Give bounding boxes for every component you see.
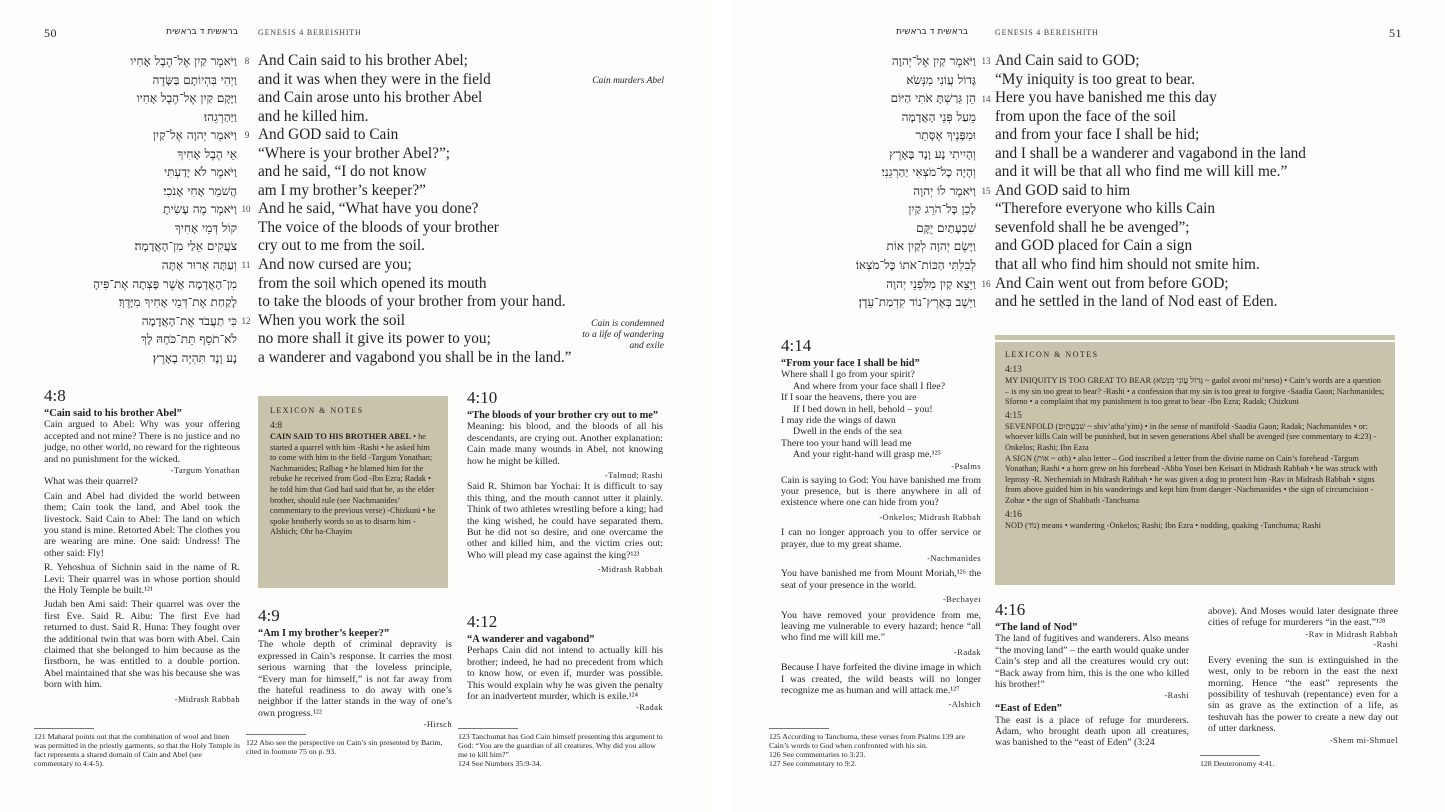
hebrew-line: לֹא־תֹסֵף תֵּת־כֹּחָהּ לָךְ <box>140 332 237 347</box>
english-line: am I my brother’s keeper?” <box>258 181 426 199</box>
hebrew-line: וַיֹּאמֶר יְהוָה אֶל־קַיִן <box>152 128 237 143</box>
english-line: “Where is your brother Abel?”; <box>258 144 450 162</box>
english-line: sevenfold shall he be avenged”; <box>995 218 1190 236</box>
running-head: GENESIS 4 BEREISHITH <box>995 28 1099 37</box>
english-line: and GOD placed for Cain a sign <box>995 237 1193 255</box>
hebrew-line: וַיֵּשֶׁב בְּאֶרֶץ־נוֹד קִדְמַת־עֵדֶן׃ <box>858 295 976 310</box>
commentary-source: -Rav in Midrash Rabbah <box>1305 628 1398 639</box>
english-line: to take the bloods of your brother from your hand. <box>258 293 566 311</box>
english-line: When you work the soil <box>258 311 405 329</box>
commentary-ref: 4:8 <box>44 386 66 405</box>
hebrew-line: כִּי תַעֲבֹד אֶת־הָאֲדָמָה <box>141 313 237 328</box>
english-line: and he settled in the land of Nod east of Eden. <box>995 293 1278 311</box>
hebrew-line: שִׁבְעָתַיִם יֻקָּם <box>916 220 976 235</box>
commentary-body: Cain argued to Abel: Why was your offering accepted and not mine? There is no justice and no judge, no other world, no reward for the righteous and no punishment for the wicked. -Targum Yonathan What was their quarrel? Cain and Abel had divided the world between them; Cain took the land, and Abel took the livestock. Said Cain to Abel: The land on which you stand is mine. Retorted Abel: The clothes you are wearing are mine. One said: Undress! The other said: Fly! R. Yehoshua of Sichnin said in the name of R. Levi: Their quarrel was in whose portion should the Holy Temple be built.¹²¹ Judah ben Ami said: Their quarrel was over the first Eve. Said R. Aibu: The first Eve had returned to dust. Said R. Huna: They fought over the additional twin that was born with Abel. Cain claimed that she belonged to him because as the firstborn, he was entitled to a double portion. Abel maintained that she was his because she was born with him. -Midrash Rabbah <box>44 419 240 704</box>
english-line: and it will be that all who find me will kill me.” <box>995 163 1288 181</box>
verse-number: 16 <box>981 279 991 289</box>
english-line: And Cain said to his brother Abel; <box>258 52 468 69</box>
verse-number: 9 <box>244 130 250 140</box>
running-head-hebrew: בראשית ד בראשית <box>166 27 238 37</box>
english-line: And GOD said to him <box>995 181 1131 199</box>
hebrew-text-block <box>793 52 976 312</box>
verse-number: 13 <box>981 56 991 66</box>
lexicon-ref: 4:8 <box>270 421 283 431</box>
hebrew-line: מִן־הָאֲדָמָה אֲשֶׁר פָּצְתָה אֶת־פִּיהָ <box>93 276 237 291</box>
hebrew-line: וַיֹּאמֶר קַיִן אֶל־הֶבֶל אָחִיו <box>130 54 237 68</box>
english-line: and Cain arose unto his brother Abel <box>258 89 483 107</box>
hebrew-line: לְבִלְתִּי הַכּוֹת־אֹתוֹ כָּל־מֹצְאוֹ׃ <box>855 258 976 273</box>
hebrew-line: קוֹל דְּמֵי אָחִיךָ <box>174 220 237 235</box>
english-line: cry out to me from the soil. <box>258 237 425 255</box>
commentary-heading: “A wanderer and vagabond” <box>467 634 595 645</box>
english-text-block <box>995 52 1335 312</box>
page-number: 50 <box>44 26 57 40</box>
english-line: from upon the face of the soil <box>995 107 1176 125</box>
commentary-body: Every evening the sun is extinguished in the west, only to be reborn in the east the next morning. Hence “the east” represents the possibility of teshuvah (repentance) even for a sin as grave as the extinction of a life, as teshuvah has the power to create a new day out of utter darkness. <box>1208 654 1398 735</box>
english-line: no more shall it give its power to you; <box>258 330 491 348</box>
lexicon-entry: CAIN SAID TO HIS BROTHER ABEL • he started a quarrel with him -Rashi • he asked him to come with him to the field -Targum Yonathan; Nachmanides; Ralbag • he blamed him for the rebuke he received from God -Ibn Ezra; Radak • he told him that God had said that he, as the elder brother, should rule (see Nachmanides’ commentary to the previous verse) -Chizkuni • he spoke brotherly words so as to disarm him -Alshich; Ohr ha-Chayim <box>270 432 436 537</box>
english-line: The voice of the bloods of your brother <box>258 218 499 236</box>
hebrew-line: אֵי הֶבֶל אָחִיךָ <box>177 146 237 161</box>
commentary-heading: “Cain said to his brother Abel” <box>44 408 182 419</box>
hebrew-line: נָע וָנָד תִּהְיֶה בָאָרֶץ׃ <box>152 350 237 365</box>
hebrew-line: וַיָּקָם קַיִן אֶל־הֶבֶל אָחִיו <box>136 91 237 106</box>
gutter <box>712 0 733 812</box>
commentary-heading: “The bloods of your brother cry out to me” <box>467 410 659 421</box>
verse-number: 10 <box>241 204 251 214</box>
commentary-body: Perhaps Cain did not intend to actually kill his brother; indeed, he had no precedent from which to know how, or even if, murder was possible. This would explain why he was given the penalty for an inadvertent murder, which is exile.¹²⁴ <box>467 645 663 702</box>
hebrew-line: לָקַחַת אֶת־דְּמֵי אָחִיךָ מִיָּדֶךָ׃ <box>118 295 237 310</box>
verse-number: 12 <box>241 316 251 326</box>
commentary-4-9 <box>258 606 452 729</box>
english-line: and he killed him. <box>258 107 369 125</box>
commentary-heading: “The land of Nod” <box>995 622 1078 633</box>
footnote: 121 Maharal points out that the combination of wool and linen was permitted in the priestly garments, so that the Holy Temple in fact represents a shared domain of Cain and Abel (see commentary to 4:4-5). <box>34 728 240 768</box>
hebrew-line: וְהָיִיתִי נָע וָנָד בָּאָרֶץ <box>889 146 976 161</box>
footnote: 122 Also see the perspective on Cain’s sin presented by Barim, cited in footnote 75 on p. 93. <box>246 734 452 756</box>
english-line: “Therefore everyone who kills Cain <box>995 200 1216 218</box>
commentary-heading: “Am I my brother’s keeper?” <box>258 628 390 639</box>
verse-number: 14 <box>981 94 991 104</box>
english-line: Here you have banished me this day <box>995 89 1217 107</box>
commentary-source: -Rashi <box>1164 690 1189 701</box>
english-line: And now cursed are you; <box>258 256 412 274</box>
english-line: and from your face I shall be hid; <box>995 126 1200 144</box>
commentary-4-16 <box>995 600 1189 749</box>
hebrew-text-block <box>60 52 237 367</box>
commentary-body: Cain is saying to God: You have banished me from your presence, but is there anywhere in all of existence where one can hide from you? -Onkelos; Midrash Rabbah I can no longer approach you to offer service or prayer, due to my great shame. -Nachmanides You have banished me from Mount Moriah,¹²⁶ the seat of your presence in the world. -Bechayei You have removed your providence from me, leaving me vulnerable to every hazard; hence “all who find me will kill me.” -Radak Because I have forfeited the divine image in which I was created, the wild beasts will no longer recognize me as human and will attack me.¹²⁷ -Alshich <box>781 474 981 710</box>
hebrew-line: וַיַּהַרְגֵהוּ׃ <box>204 109 237 124</box>
commentary-source: -Hirsch <box>423 719 452 730</box>
hebrew-line: וַיֹּאמֶר לוֹ יְהוָה <box>913 183 976 198</box>
running-head-hebrew: בראשית ד בראשית <box>896 27 968 37</box>
side-note: Cain murders Abel <box>592 76 664 86</box>
english-line: And Cain went out from before GOD; <box>995 274 1229 292</box>
commentary-4-14 <box>781 336 981 711</box>
commentary-ref: 4:16 <box>995 600 1026 619</box>
footnote: 123 Tanchumat has God Cain himself presenting this argument to God: “You are the guardian of all creatures. Why did you allow me to kill him?” 124 See Numbers 35:9-34. <box>458 728 664 768</box>
commentary-source: -Psalms <box>951 460 981 471</box>
commentary-source: -Rashi <box>1373 638 1398 649</box>
footnote: 128 Deuteronomy 4:41. <box>1200 755 1395 768</box>
verse-number: 11 <box>241 260 251 270</box>
hebrew-line: וַיָּשֶׂם יְהוָה לְקַיִן אוֹת <box>886 239 976 254</box>
english-line: And Cain said to GOD; <box>995 52 1140 69</box>
hebrew-line: וַיֹּאמֶר קַיִן אֶל־יְהוָה <box>891 54 976 68</box>
commentary-4-10 <box>467 388 663 576</box>
hebrew-line: לָכֵן כָּל־הֹרֵג קַיִן <box>908 202 976 217</box>
commentary-ref: 4:9 <box>258 606 280 625</box>
hebrew-line: וְהָיָה כָל־מֹצְאִי יַהַרְגֵנִי׃ <box>881 165 976 180</box>
english-text-block <box>258 52 588 367</box>
english-line: And GOD said to Cain <box>258 126 399 144</box>
lexicon-ref: 4:13 <box>1005 365 1022 375</box>
commentary-source: -Radak <box>636 702 663 713</box>
commentary-body: Meaning: his blood, and the bloods of all his descendants, are crying out. Another explanation: Cain made many wounds in Abel, not knowing how he might be killed. -Talmud; Rashi Said R. Shimon bar Yochai: It is difficult to say this thing, and the mouth cannot utter it plainly. Think of two athletes wrestling before a king; had the king wished, he could have separated them. But he did not so desire, and one overcame the other and killed him, and the victim cries out: Who will plead my case against the king?¹²³ -Midrash Rabbah <box>467 421 663 575</box>
english-line: “My iniquity is too great to bear. <box>995 70 1196 88</box>
english-line: and he said, “I do not know <box>258 163 427 181</box>
page-number: 51 <box>1389 26 1402 40</box>
english-line: that all who find him should not smite him. <box>995 256 1260 274</box>
hebrew-line: וַיֹּאמֶר מֶה עָשִׂיתָ <box>163 202 237 217</box>
commentary-heading: “From your face I shall be hid” <box>781 358 920 369</box>
commentary-ref: 4:14 <box>781 336 812 355</box>
commentary-4-12 <box>467 612 663 712</box>
hebrew-line: וְעַתָּה אָרוּר אָתָּה <box>161 258 237 273</box>
hebrew-line: צֹעֲקִים אֵלַי מִן־הָאֲדָמָה׃ <box>134 239 237 254</box>
english-line: a wanderer and vagabond you shall be in the land.” <box>258 348 572 366</box>
hebrew-line: הֲשֹׁמֵר אָחִי אָנֹכִי׃ <box>163 183 237 198</box>
english-line: from the soil which opened its mouth <box>258 274 487 292</box>
verse-number: 15 <box>981 186 991 196</box>
hebrew-line: הֵן גֵּרַשְׁתָּ אֹתִי הַיּוֹם <box>890 91 976 106</box>
verse-number: 8 <box>244 56 250 66</box>
lexicon-entry: NOD (נוֹד) means • wandering -Onkelos; Rashi; Ibn Ezra • nodding, quaking -Tanchuma; Rashi <box>1005 520 1321 530</box>
lexicon-box <box>995 342 1395 585</box>
running-head: GENESIS 4 BEREISHITH <box>258 28 362 37</box>
lexicon-title: LEXICON & NOTES <box>270 406 364 415</box>
english-line: and I shall be a wanderer and vagabond in the land <box>995 144 1306 162</box>
side-note: Cain is condemned to a life of wandering and exile <box>582 319 664 351</box>
commentary-heading: “East of Eden” <box>995 703 1062 715</box>
lexicon-title: LEXICON & NOTES <box>1005 350 1099 359</box>
left-page <box>0 0 712 812</box>
english-line: and it was when they were in the field <box>258 70 491 88</box>
hebrew-line: וַיֵּצֵא קַיִן מִלִּפְנֵי יְהוָה <box>886 276 976 291</box>
lexicon-entry: A SIGN (אוֹת ~ oth) • also letter – God inscribed a letter from the divine name on Cain’s forehead -Targum Yonathan; Rashi • a horn grew on his forehead -Abba Yosei ben Keisari in Midrash Rabbah • he was struck with leprosy -R. Nechemiah in Midrash Rabbah • he was given a dog to protect him -Rav in Midrash Rabbah • signs from above guided him in his wanderings and kept him from danger -Nachmanides • the sign of circumcision -Zohar • the sign of Shabbath -Tanchuma <box>1005 453 1378 505</box>
lexicon-ref: 4:16 <box>1005 509 1022 520</box>
right-page <box>733 0 1445 812</box>
hebrew-line: וַיְהִי בִּהְיוֹתָם בַּשָּׂדֶה <box>152 72 237 87</box>
lexicon-entry: MY INIQUITY IS TOO GREAT TO BEAR (גָּדוֹל עֲוֹנִי מִנְּשֹׂא ~ gadol avoni mi’neso) • Cain’s words are a question – is my sin too great to bear? -Rashi • a confession that my sin is too great to forgive -Saadia Gaon; Nachmanides; Sforno • a complaint that my punishment is too great to bear -Ibn Ezra; Radak; Chizkuni <box>1005 376 1385 407</box>
hebrew-line: גָּדוֹל עֲוֹנִי מִנְּשֹׂא׃ <box>906 72 976 87</box>
lexicon-rule <box>995 335 1395 340</box>
commentary-body: The east is a place of refuge for murderers. Adam, who brought death upon all creatures, was banished to the “east of Eden” (3:24 <box>995 714 1189 749</box>
hebrew-line: וַיֹּאמֶר לֹא יָדַעְתִּי <box>163 165 237 180</box>
lexicon-entry: SEVENFOLD (שִׁבְעָתַיִם ~ shiv’atha’yim) • in the sense of manifold -Saadia Gaon; Radak; Nachmanides • or: whoever kills Cain will be punished, but in seven generations Abel shall be avenged (see commentary to 4:23) -Onkelos; Rashi; Ibn Ezra <box>1005 421 1377 452</box>
commentary-source: -Shem mi-Shmuel <box>1329 734 1398 745</box>
commentary-body: above). And Moses would later designate three cities of refuge for murderers “in the east.”¹²⁸ <box>1208 606 1398 629</box>
footnote: 125 According to Tanchuma, these verses from Psalms 139 are Cain’s words to God when confronted with his sin. 126 See commentaries to 3:23. 127 See commentary to 9:2. <box>769 728 979 768</box>
commentary-body: The land of fugitives and wanderers. Also means “the moving land” – the earth would quake under Cain’s step and all the creatures would cry out: “Back away from him, this is the one who killed his brother!” <box>995 633 1189 690</box>
lexicon-box <box>258 396 448 588</box>
commentary-ref: 4:10 <box>467 388 498 407</box>
commentary-4-16-cont <box>1208 606 1398 745</box>
commentary-body: The whole depth of criminal depravity is expressed in Cain’s response. It carries the most serious warning that the loveless principle, “Every man for himself,” is not far away from the hateful readiness to do away with one’s neighbor if the latter stands in the way of one’s own progress.¹²² <box>258 639 452 719</box>
lexicon-ref: 4:15 <box>1005 410 1022 421</box>
english-line: And he said, “What have you done? <box>258 200 479 218</box>
commentary-4-8 <box>44 386 240 705</box>
commentary-ref: 4:12 <box>467 612 498 631</box>
hebrew-line: וּמִפָּנֶיךָ אֶסָּתֵר <box>915 128 976 143</box>
poem: Where shall I go from your spirit? And where from your face shall I flee? If I soar the heavens, there you are If I bed down in hell, behold – you! I may ride the wings of dawn Dwell in the ends of the sea There too your hand will lead me And your right-hand will grasp me.¹²⁵ <box>781 369 946 461</box>
hebrew-line: מֵעַל פְּנֵי הָאֲדָמָה <box>901 109 976 124</box>
